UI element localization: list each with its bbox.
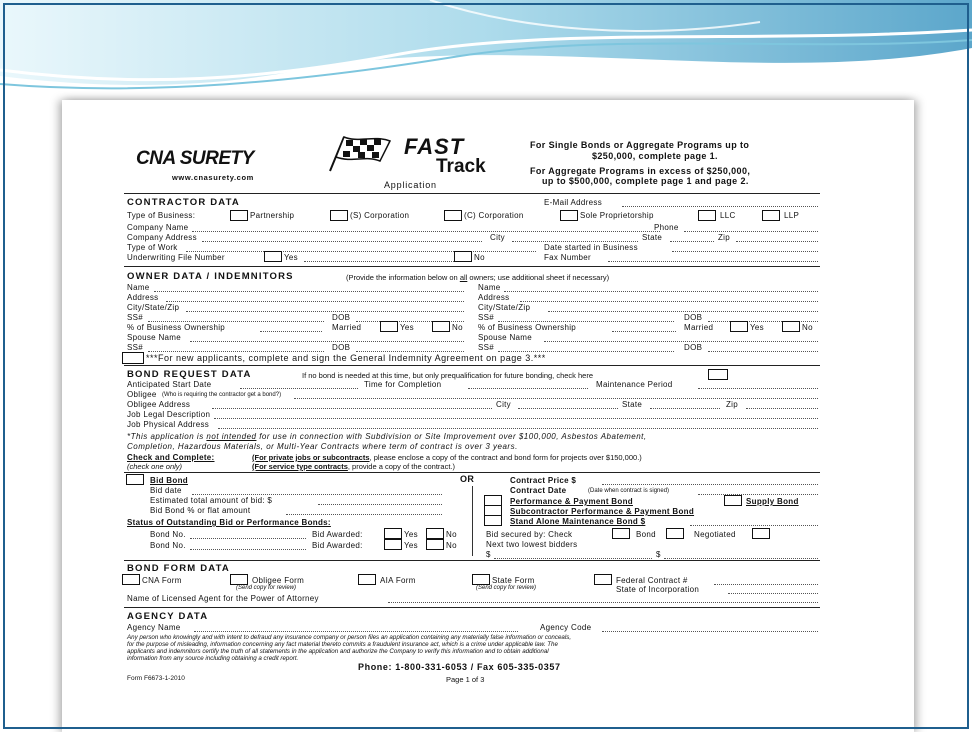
bid-bond-checkbox[interactable]	[126, 474, 144, 485]
owner1-married-no-checkbox[interactable]	[432, 321, 450, 332]
bid-awarded-yes-checkbox-1[interactable]	[384, 528, 402, 539]
owner1-ownership-label: % of Business Ownership	[127, 323, 226, 332]
service-contracts-note: (For service type contracts, provide a copy of the contract.)	[252, 462, 456, 471]
contractor-section-title: CONTRACTOR DATA	[127, 197, 240, 208]
owner2-name-field[interactable]	[504, 291, 818, 292]
owner2-married-no-label: No	[802, 323, 813, 332]
owner2-married-yes-label: Yes	[750, 323, 764, 332]
agency-section-title: AGENCY DATA	[127, 611, 209, 622]
llp-label: LLP	[784, 211, 800, 220]
bid-awarded-no-label-2: No	[446, 541, 457, 550]
supply-bond-label: Supply Bond	[746, 497, 799, 506]
subcontractor-label: Subcontractor Performance & Payment Bond	[510, 507, 695, 516]
secured-bond-checkbox[interactable]	[666, 528, 684, 539]
state-form-label: State Form	[492, 576, 535, 585]
underwriting-no-label: No	[474, 253, 485, 262]
partnership-label: Partnership	[250, 211, 295, 220]
owner1-address-field[interactable]	[166, 301, 464, 302]
negotiated-checkbox[interactable]	[752, 528, 770, 539]
type-of-work-label: Type of Work	[127, 243, 178, 252]
negotiated-label: Negotiated	[694, 530, 736, 539]
contract-price-field[interactable]	[602, 484, 818, 485]
partnership-checkbox[interactable]	[230, 210, 248, 221]
private-jobs-note: (For private jobs or subcontracts, please enclose a copy of the contract and bond form for projects over $150,000.)	[252, 453, 642, 462]
job-physical-field[interactable]	[218, 428, 818, 429]
bid-awarded-label-1: Bid Awarded:	[312, 530, 363, 539]
obligee-city-field[interactable]	[518, 408, 618, 409]
owner2-married-yes-checkbox[interactable]	[730, 321, 748, 332]
bid-awarded-label-2: Bid Awarded:	[312, 541, 363, 550]
bond-no-field-1[interactable]	[190, 538, 306, 539]
bid-awarded-no-label-1: No	[446, 530, 457, 539]
email-field[interactable]	[622, 206, 818, 207]
c-corp-checkbox[interactable]	[444, 210, 462, 221]
bid-pct-label: Bid Bond % or flat amount	[150, 506, 251, 515]
owner1-ownership-field[interactable]	[260, 331, 322, 332]
sole-prop-label: Sole Proprietorship	[580, 211, 654, 220]
divider	[124, 193, 820, 194]
start-date-field[interactable]	[240, 388, 358, 389]
divider	[124, 365, 820, 366]
owner2-spouse-label: Spouse Name	[478, 333, 532, 342]
owner1-csz-label: City/State/Zip	[127, 303, 180, 312]
bond-no-label-1: Bond No.	[150, 530, 186, 539]
fax-field[interactable]	[608, 261, 818, 262]
start-date-label: Anticipated Start Date	[127, 380, 212, 389]
owner1-csz-field[interactable]	[186, 311, 464, 312]
city-field[interactable]	[512, 241, 638, 242]
spouse2-ss-field[interactable]	[498, 351, 674, 352]
owner1-spouse-label: Spouse Name	[127, 333, 181, 342]
website-text: www.cnasurety.com	[172, 173, 254, 182]
obligee-zip-label: Zip	[726, 400, 739, 409]
logo-track: Track	[436, 156, 486, 177]
footer-page-number: Page 1 of 3	[446, 675, 485, 684]
application-label: Application	[384, 180, 437, 190]
owner1-married-yes-checkbox[interactable]	[380, 321, 398, 332]
next-two-label: Next two lowest bidders	[486, 540, 578, 549]
contract-date-label: Contract Date	[510, 486, 567, 495]
obligee-form-checkbox[interactable]	[230, 574, 248, 585]
fraud-line3: applicants and indemnitors certify the truth of all statements in the application and authorize the Company to verify this information and to obtain additional	[127, 648, 549, 655]
intro-line3: For Aggregate Programs in excess of $250,000,	[530, 166, 751, 176]
divider	[124, 266, 820, 267]
obligee-state-field[interactable]	[650, 408, 720, 409]
aia-form-label: AIA Form	[380, 576, 416, 585]
spouse2-dob-field[interactable]	[708, 351, 818, 352]
obligee-field[interactable]	[294, 398, 818, 399]
agency-name-label: Agency Name	[127, 623, 181, 632]
secured-by-label: Bid secured by: Check	[486, 530, 573, 539]
llp-checkbox[interactable]	[762, 210, 780, 221]
obligee-zip-field[interactable]	[746, 408, 818, 409]
standalone-field[interactable]	[690, 525, 818, 526]
decorative-swoosh	[0, 0, 972, 110]
disclaimer-line1: *This application is not intended for use in connection with Subdivision or Site Improvement over $100,000, Asbestos Abatement,	[127, 432, 647, 441]
secured-check-checkbox[interactable]	[612, 528, 630, 539]
divider	[124, 607, 820, 608]
s-corp-checkbox[interactable]	[330, 210, 348, 221]
owner2-csz-label: City/State/Zip	[478, 303, 531, 312]
owner1-spouse-field[interactable]	[190, 341, 464, 342]
licensed-agent-field[interactable]	[388, 602, 818, 603]
obligee-note: (Who is requiring the contractor get a bond?)	[162, 392, 282, 398]
spouse2-ss-label: SS#	[478, 343, 495, 352]
application-page	[62, 100, 914, 732]
brand-name: CNA SURETY	[136, 148, 254, 169]
company-address-field[interactable]	[202, 241, 482, 242]
disclaimer-line2: Completion, Hazardous Materials, or Multi-Year Contracts where term of contract is over 3 years.	[127, 442, 518, 451]
fraud-line1: Any person who knowingly and with intent to defraud any insurance company or person files an application containing any materially false information or conceals,	[127, 634, 572, 641]
underwriting-yes-label: Yes	[284, 253, 298, 262]
owner-note: (Provide the information below on all owners; use additional sheet if necessary)	[346, 273, 610, 282]
owner2-csz-field[interactable]	[548, 311, 818, 312]
fraud-line2: for the purpose of misleading, information concerning any fact material thereto commits a fraudulent insurance act, which is a crime under applicable law. The	[127, 641, 558, 648]
state-label: State	[642, 233, 663, 242]
obligee-form-label: Obligee Form	[252, 576, 305, 585]
bid-awarded-yes-label-1: Yes	[404, 530, 418, 539]
divider	[124, 472, 820, 473]
new-applicants-text: ***For new applicants, complete and sign the General Indemnity Agreement on page 3.***	[146, 353, 546, 363]
obligee-label: Obligee	[127, 390, 157, 399]
bid-date-field[interactable]	[192, 494, 442, 495]
checkered-flag-icon	[324, 135, 404, 173]
est-total-label: Estimated total amount of bid: $	[150, 496, 273, 505]
column-divider	[472, 486, 473, 556]
contract-price-label: Contract Price $	[510, 476, 577, 485]
bond-request-section-title: BOND REQUEST DATA	[127, 369, 252, 380]
contract-date-field[interactable]	[698, 494, 818, 495]
sole-prop-checkbox[interactable]	[560, 210, 578, 221]
job-legal-label: Job Legal Description	[127, 410, 211, 419]
owner1-address-label: Address	[127, 293, 159, 302]
spouse2-dob-label: DOB	[684, 343, 703, 352]
new-applicants-checkbox[interactable]	[122, 352, 144, 364]
agency-code-label: Agency Code	[540, 623, 592, 632]
city-label: City	[490, 233, 505, 242]
phone-field[interactable]	[684, 231, 818, 232]
intro-line4: up to $500,000, complete page 1 and page 2.	[542, 176, 749, 186]
perf-payment-label: Performance & Payment Bond	[510, 497, 633, 506]
company-name-label: Company Name	[127, 223, 189, 232]
aia-form-checkbox[interactable]	[358, 574, 376, 585]
llc-label: LLC	[720, 211, 736, 220]
underwriting-no-checkbox[interactable]	[454, 251, 472, 262]
bidder1-dollar: $	[486, 550, 491, 559]
owner1-married-label: Married	[332, 323, 362, 332]
company-name-field[interactable]	[192, 231, 660, 232]
underwriting-field[interactable]	[304, 261, 454, 262]
bid-awarded-no-checkbox-1[interactable]	[426, 528, 444, 539]
owner2-address-label: Address	[478, 293, 510, 302]
status-outstanding-label: Status of Outstanding Bid or Performance Bonds:	[127, 518, 331, 527]
check-complete-label: Check and Complete:	[127, 453, 215, 462]
bond-form-section-title: BOND FORM DATA	[127, 563, 230, 574]
contract-date-note: (Date when contract is signed)	[588, 488, 670, 494]
owner2-dob-field[interactable]	[708, 321, 818, 322]
logo-fast: FAST	[404, 134, 465, 159]
job-legal-field[interactable]	[214, 418, 818, 419]
obligee-address-label: Obligee Address	[127, 400, 191, 409]
spouse1-ss-field[interactable]	[148, 351, 324, 352]
s-corp-label: (S) Corporation	[350, 211, 410, 220]
job-physical-label: Job Physical Address	[127, 420, 210, 429]
fax-label: Fax Number	[544, 253, 592, 262]
bid-date-label: Bid date	[150, 486, 182, 495]
standalone-label: Stand Alone Maintenance Bond $	[510, 517, 646, 526]
owner2-ss-field[interactable]	[498, 321, 674, 322]
owner1-ss-field[interactable]	[148, 321, 324, 322]
spouse1-ss-label: SS#	[127, 343, 144, 352]
cna-form-checkbox[interactable]	[122, 574, 140, 585]
incorporation-label: State of Incorporation	[616, 585, 700, 594]
agency-code-field[interactable]	[602, 631, 818, 632]
divider	[124, 560, 820, 561]
completion-field[interactable]	[468, 388, 588, 389]
owner2-name-label: Name	[478, 283, 501, 292]
owner1-dob-label: DOB	[332, 313, 351, 322]
phone-label: Phone	[654, 223, 679, 232]
obligee-state-label: State	[622, 400, 643, 409]
email-label: E-Mail Address	[544, 198, 602, 207]
bidder2-dollar: $	[656, 550, 661, 559]
maintenance-field[interactable]	[698, 388, 818, 389]
or-label: OR	[460, 474, 475, 484]
owner2-married-no-checkbox[interactable]	[782, 321, 800, 332]
owner2-address-field[interactable]	[520, 301, 818, 302]
intro-line1: For Single Bonds or Aggregate Programs up to	[530, 140, 750, 150]
obligee-address-field[interactable]	[212, 408, 492, 409]
standalone-checkbox[interactable]	[484, 515, 502, 526]
underwriting-yes-checkbox[interactable]	[264, 251, 282, 262]
owner-section-title: OWNER DATA / INDEMNITORS	[127, 271, 294, 282]
federal-checkbox[interactable]	[594, 574, 612, 585]
footer-phone: Phone: 1-800-331-6053 / Fax 605-335-0357	[358, 662, 561, 672]
state-form-checkbox[interactable]	[472, 574, 490, 585]
owner2-ownership-field[interactable]	[612, 331, 676, 332]
state-field[interactable]	[670, 241, 714, 242]
zip-label: Zip	[718, 233, 731, 242]
bond-no-label-2: Bond No.	[150, 541, 186, 550]
owner2-ss-label: SS#	[478, 313, 495, 322]
date-started-field[interactable]	[672, 251, 818, 252]
type-of-work-field[interactable]	[186, 251, 536, 252]
owner1-married-no-label: No	[452, 323, 463, 332]
secured-bond-label: Bond	[636, 530, 656, 539]
federal-field[interactable]	[714, 584, 818, 585]
bidder2-field[interactable]	[664, 558, 818, 559]
owner2-dob-label: DOB	[684, 313, 703, 322]
c-corp-label: (C) Corporation	[464, 211, 524, 220]
owner2-ownership-label: % of Business Ownership	[478, 323, 577, 332]
incorporation-field[interactable]	[728, 593, 818, 594]
owner2-spouse-field[interactable]	[544, 341, 818, 342]
bond-no-field-2[interactable]	[190, 549, 306, 550]
obligee-city-label: City	[496, 400, 511, 409]
footer-form-number: Form F6673-1-2010	[127, 675, 185, 682]
est-total-field[interactable]	[318, 504, 442, 505]
supply-bond-checkbox[interactable]	[724, 495, 742, 506]
owner2-married-label: Married	[684, 323, 714, 332]
obligee-form-note: (Send copy for review)	[236, 585, 297, 591]
cna-form-label: CNA Form	[142, 576, 182, 585]
prequal-note: If no bond is needed at this time, but only prequalification for future bonding, check here	[302, 371, 594, 380]
federal-label: Federal Contract #	[616, 576, 688, 585]
owner1-married-yes-label: Yes	[400, 323, 414, 332]
fraud-line4: information from any source including obtaining a credit report.	[127, 655, 299, 662]
state-form-note: (Send copy for review)	[476, 585, 537, 591]
bid-awarded-yes-checkbox-2[interactable]	[384, 539, 402, 550]
bid-pct-field[interactable]	[286, 514, 442, 515]
agency-name-field[interactable]	[194, 631, 518, 632]
company-address-label: Company Address	[127, 233, 197, 242]
intro-line2: $250,000, complete page 1.	[592, 151, 718, 161]
prequal-checkbox[interactable]	[708, 369, 728, 380]
spouse1-dob-field[interactable]	[356, 351, 464, 352]
type-of-business-label: Type of Business:	[127, 211, 196, 220]
spouse1-dob-label: DOB	[332, 343, 351, 352]
owner1-name-field[interactable]	[154, 291, 464, 292]
underwriting-label: Underwriting File Number	[127, 253, 225, 262]
bidder1-field[interactable]	[494, 558, 652, 559]
zip-field[interactable]	[736, 241, 818, 242]
completion-label: Time for Completion	[364, 380, 442, 389]
bid-awarded-no-checkbox-2[interactable]	[426, 539, 444, 550]
bid-awarded-yes-label-2: Yes	[404, 541, 418, 550]
check-one-note: (check one only)	[127, 462, 183, 471]
date-started-label: Date started in Business	[544, 243, 638, 252]
llc-checkbox[interactable]	[698, 210, 716, 221]
owner1-ss-label: SS#	[127, 313, 144, 322]
licensed-agent-label: Name of Licensed Agent for the Power of Attorney	[127, 594, 319, 603]
maintenance-label: Maintenance Period	[596, 380, 673, 389]
owner1-name-label: Name	[127, 283, 150, 292]
bid-bond-label: Bid Bond	[150, 476, 188, 485]
